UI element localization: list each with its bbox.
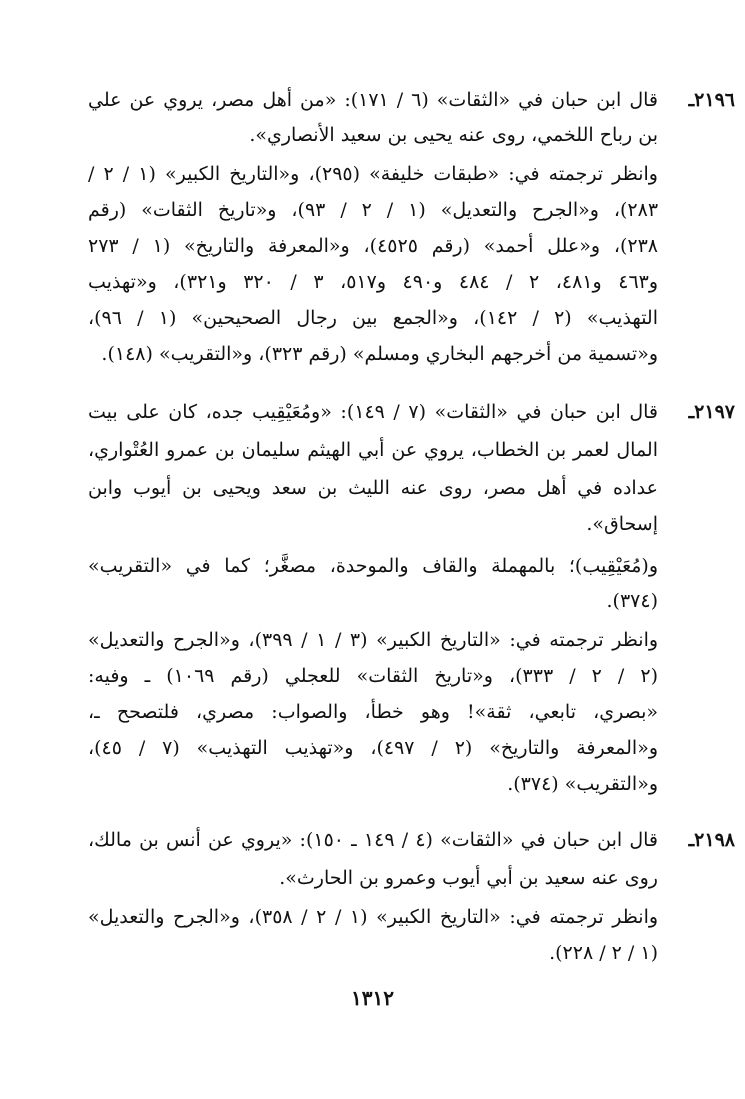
entry-2197-note-line-1: و(مُعَيْقِيب)؛ بالمهملة والقاف والموحدة، مصغَّر؛ كما في «التقريب» <box>88 555 658 577</box>
entry-2198-note-line-1: وانظر ترجمته في: «التاريخ الكبير» (١ / ٢ / ٣٥٨)، و«الجرح والتعديل» <box>88 906 658 928</box>
entry-2197-note-line-4: (٢ / ٢ / ٣٣٣)، و«تاريخ الثقات» للعجلي (رقم ١٠٦٩) ـ وفيه: <box>88 665 658 687</box>
entry-2197-text-line-1: قال ابن حبان في «الثقات» (٧ / ١٤٩): «ومُعَيْقِيب جده، كان على بيت <box>88 401 658 423</box>
entry-2197-text-line-4: إسحاق». <box>586 513 658 535</box>
page-number: ١٣١٢ <box>351 986 394 1010</box>
entry-2197-text-line-3: عداده في أهل مصر، روى عنه الليث بن سعد ويحيى بن أيوب وابن <box>88 477 658 499</box>
entry-2197-number: ٢١٩٧ـ <box>688 401 735 423</box>
entry-2196-note-line-1: وانظر ترجمته في: «طبقات خليفة» (٢٩٥)، و«التاريخ الكبير» (١ / ٢ / <box>88 163 658 185</box>
entry-2198-text-line-2: روى عنه سعيد بن أبي أيوب وعمرو بن الحارث». <box>279 867 658 889</box>
entry-2196-note-line-6: و«تسمية من أخرجهم البخاري ومسلم» (رقم ٣٢٣)، و«التقريب» (١٤٨). <box>101 343 658 365</box>
entry-2196-note-line-2: ٢٨٣)، و«الجرح والتعديل» (١ / ٢ / ٩٣)، و«تاريخ الثقات» (رقم <box>88 199 658 221</box>
entry-2197-note-line-3: وانظر ترجمته في: «التاريخ الكبير» (٣ / ١ / ٣٩٩)، و«الجرح والتعديل» <box>88 629 658 651</box>
entry-2197-note-line-5: «بصري، تابعي، ثقة»! وهو خطأ، والصواب: مصري، فلتصحح ـ، <box>88 701 658 723</box>
entry-2197-note-line-6: و«المعرفة والتاريخ» (٢ / ٤٩٧)، و«تهذيب التهذيب» (٧ / ٤٥)، <box>88 737 658 759</box>
entry-2198-number: ٢١٩٨ـ <box>688 829 735 851</box>
entry-2196-text-line-1: قال ابن حبان في «الثقات» (٦ / ١٧١): «من أهل مصر، يروي عن علي <box>88 89 658 111</box>
entry-2196-number: ٢١٩٦ـ <box>688 89 735 111</box>
entry-2197-note-line-7: و«التقريب» (٣٧٤). <box>507 773 658 795</box>
entry-2196-text-line-2: بن رباح اللخمي، روى عنه يحيى بن سعيد الأنصاري». <box>249 124 658 146</box>
entry-2197-note-line-2: (٣٧٤). <box>606 590 658 612</box>
entry-2196-note-line-5: التهذيب» (٢ / ١٤٢)، و«الجمع بين رجال الصحيحين» (١ / ٩٦)، <box>88 307 658 329</box>
entry-2196-note-line-3: ٢٣٨)، و«علل أحمد» (رقم ٤٥٢٥)، و«المعرفة والتاريخ» (١ / ٢٧٣ <box>88 235 658 257</box>
entry-2198-note-line-2: (١ / ٢ / ٢٢٨). <box>549 942 658 964</box>
entry-2196-note-line-4: و٤٦٣ و٤٨١، ٢ / ٤٨٤ و٤٩٠ و٥١٧، ٣ / ٣٢٠ و٣٢١)، و«تهذيب <box>88 271 658 293</box>
entry-2198-text-line-1: قال ابن حبان في «الثقات» (٤ / ١٤٩ ـ ١٥٠): «يروي عن أنس بن مالك، <box>88 829 658 851</box>
entry-2197-text-line-2: المال لعمر بن الخطاب، يروي عن أبي الهيثم سليمان بن عمرو العُتْواري، <box>88 439 658 461</box>
